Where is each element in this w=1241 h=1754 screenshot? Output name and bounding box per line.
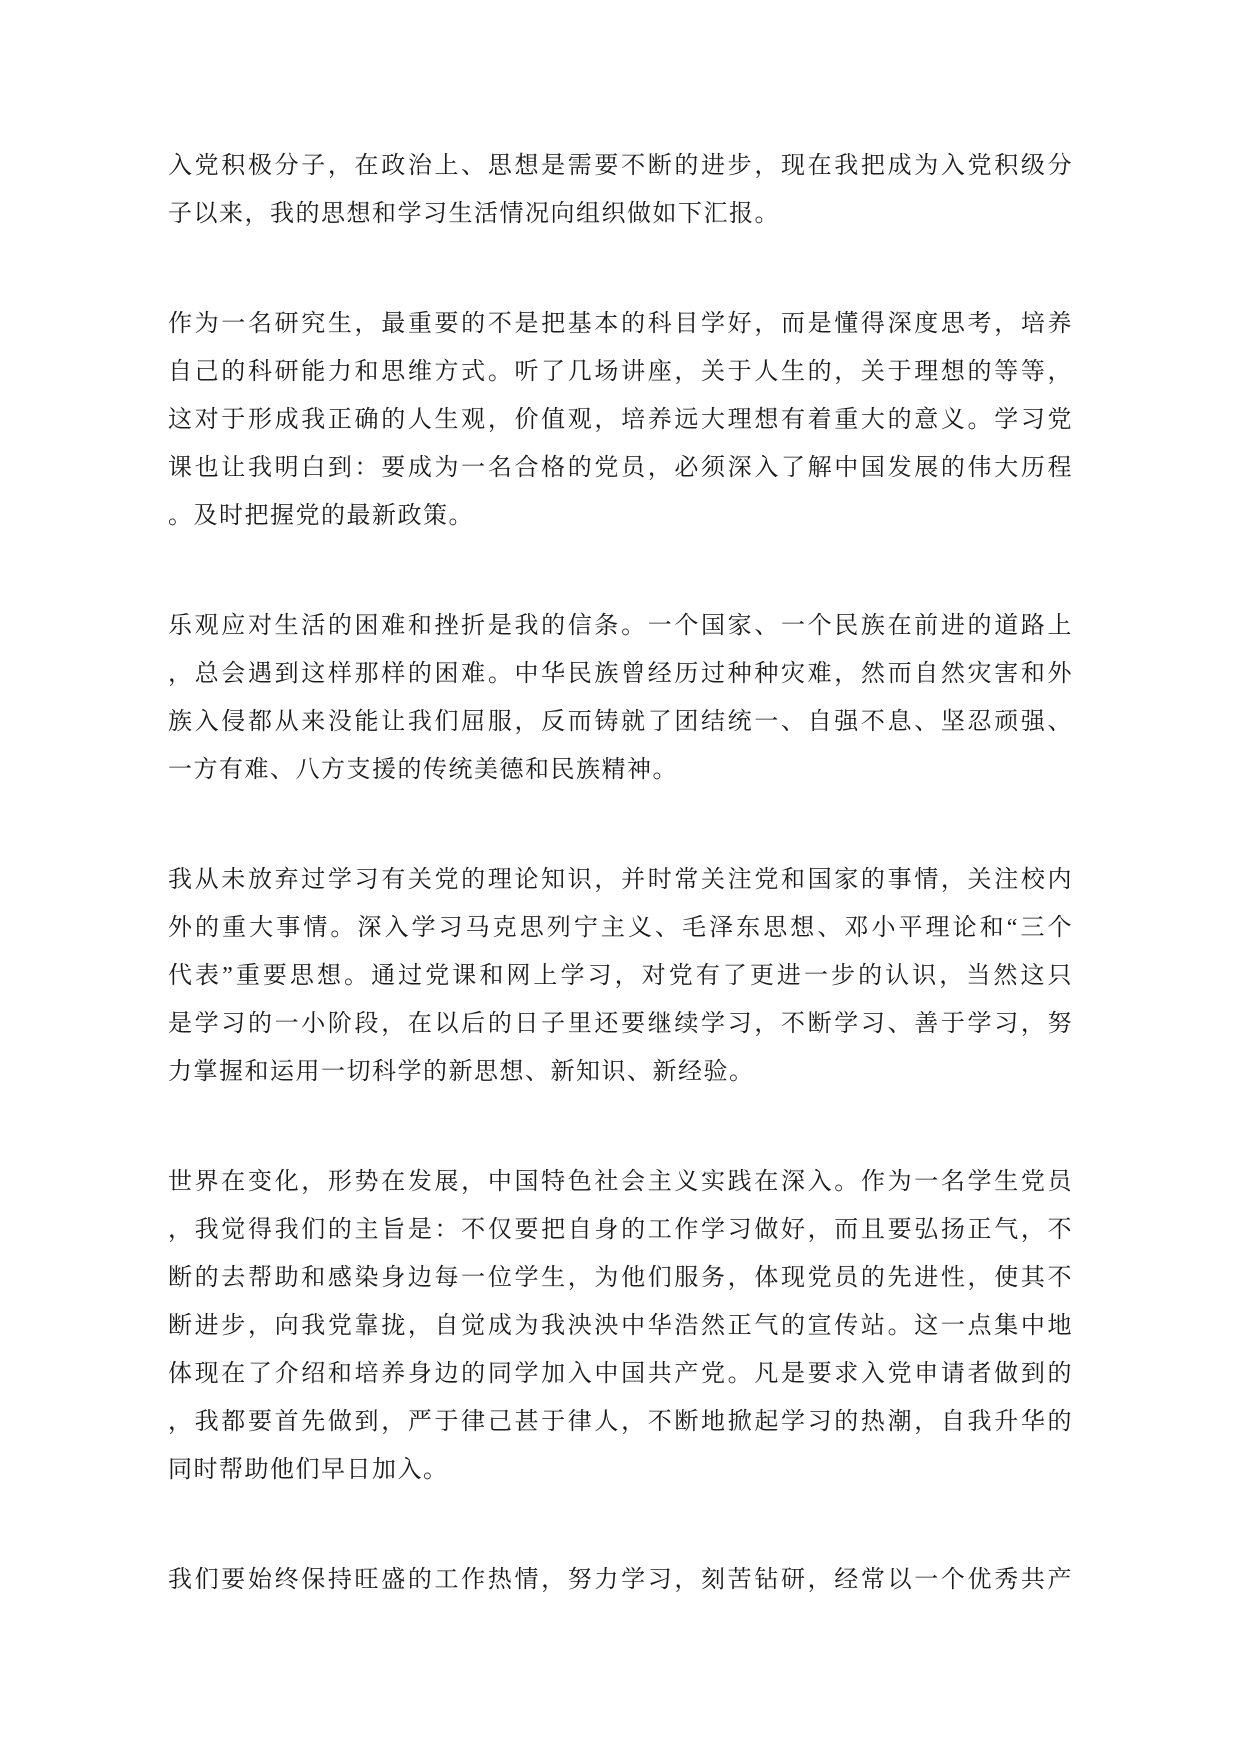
text-line: 这对于形成我正确的人生观，价值观，培养远大理想有着重大的意义。学习党	[168, 407, 1073, 433]
text-line: 作为一名研究生，最重要的不是把基本的科目学好，而是懂得深度思考，培养	[168, 311, 1073, 337]
paragraph	[168, 142, 1073, 238]
paragraph	[168, 602, 1073, 794]
text-line: 断进步，向我党靠拢，自觉成为我泱泱中华浩然正气的宣传站。这一点集中地	[168, 1313, 1073, 1339]
text-line: ，总会遇到这样那样的困难。中华民族曾经历过种种灾难，然而自然灾害和外	[168, 661, 1073, 687]
text-line: 课也让我明白到：要成为一名合格的党员，必须深入了解中国发展的伟大历程	[168, 455, 1073, 481]
text-line: 代表”重要思想。通过党课和网上学习，对党有了更进一步的认识，当然这只	[168, 963, 1073, 989]
paragraph	[168, 856, 1073, 1096]
text-line: 子以来，我的思想和学习生活情况向组织做如下汇报。	[168, 201, 780, 227]
text-line: 一方有难、八方支援的传统美德和民族精神。	[168, 757, 678, 783]
paragraph	[168, 1556, 1073, 1604]
text-line: 是学习的一小阶段，在以后的日子里还要继续学习，不断学习、善于学习，努	[168, 1011, 1073, 1037]
text-line: 同时帮助他们早日加入。	[168, 1457, 449, 1483]
text-line: 乐观应对生活的困难和挫折是我的信条。一个国家、一个民族在前进的道路上	[168, 613, 1073, 639]
text-line: 我从未放弃过学习有关党的理论知识，并时常关注党和国家的事情，关注校内	[168, 867, 1073, 893]
text-line: ，我觉得我们的主旨是：不仅要把自身的工作学习做好，而且要弘扬正气，不	[168, 1217, 1073, 1243]
text-line: 自己的科研能力和思维方式。听了几场讲座，关于人生的，关于理想的等等，	[168, 359, 1073, 385]
text-line: 族入侵都从来没能让我们屈服，反而铸就了团结统一、自强不息、坚忍顽强、	[168, 709, 1073, 735]
paragraph	[168, 1158, 1073, 1494]
text-line: 体现在了介绍和培养身边的同学加入中国共产党。凡是要求入党申请者做到的	[168, 1361, 1073, 1387]
text-line: 我们要始终保持旺盛的工作热情，努力学习，刻苦钻研，经常以一个优秀共产	[168, 1567, 1073, 1593]
text-line: 入党积极分子，在政治上、思想是需要不断的进步，现在我把成为入党积级分	[168, 153, 1073, 179]
document-body	[168, 142, 1073, 1666]
text-line: 世界在变化，形势在发展，中国特色社会主义实践在深入。作为一名学生党员	[168, 1169, 1073, 1195]
text-line: 断的去帮助和感染身边每一位学生，为他们服务，体现党员的先进性，使其不	[168, 1265, 1073, 1291]
text-line: 力掌握和运用一切科学的新思想、新知识、新经验。	[168, 1059, 755, 1085]
text-line: 外的重大事情。深入学习马克思列宁主义、毛泽东思想、邓小平理论和“三个	[168, 915, 1073, 941]
paragraph	[168, 300, 1073, 540]
text-line: 。及时把握党的最新政策。	[168, 503, 474, 529]
text-line: ，我都要首先做到，严于律己甚于律人，不断地掀起学习的热潮，自我升华的	[168, 1409, 1073, 1435]
